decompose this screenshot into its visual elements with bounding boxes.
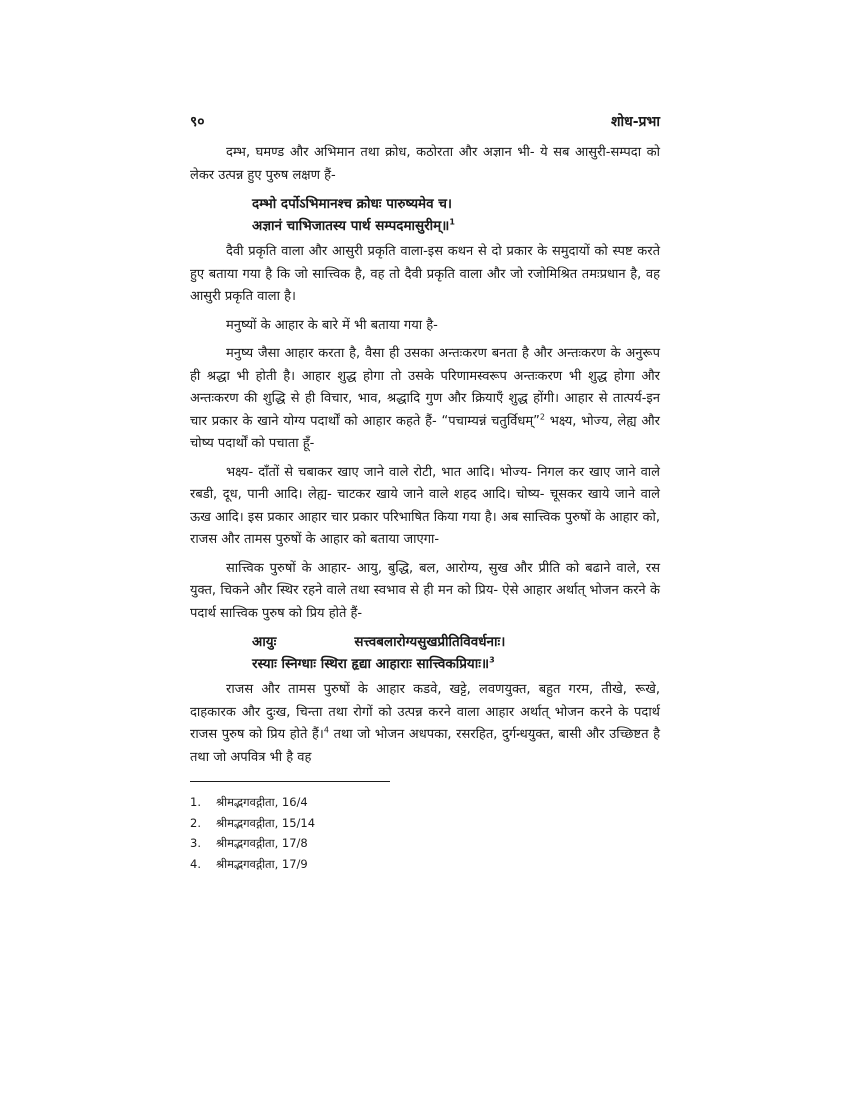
verse-block <box>190 631 660 675</box>
footnote: 2. श्रीमद्भगवद्गीता, 15/14 <box>190 815 316 830</box>
footnote-ref: 2 <box>539 412 546 422</box>
paragraph: सात्त्विक पुरुषों के आहार- आयु, बुद्धि, बल, आरोग्य, सुख और प्रीति को बढाने वाले, रस युक्त, चिकने और स्थिर रहने वाले तथा स्वभाव से ही मन को प्रिय- ऐसे आहार अर्थात् भोजन करने के पदार्थ सात्त्विक पुरुष को प्रिय होते हैं- <box>190 560 660 621</box>
document-page <box>190 112 660 874</box>
footnote: 1. श्रीमद्भगवद्गीता, 16/4 <box>190 795 308 809</box>
verse-line: आयुः सत्त्वबलारोग्यसुखप्रीतिविवर्धनाः। <box>252 634 506 650</box>
footnote-ref: 3 <box>489 655 495 665</box>
paragraph: भक्ष्य- दाँतों से चबाकर खाए जाने वाले रोटी, भात आदि। भोज्य- निगल कर खाए जाने वाले रबडी, दूध, पानी आदि। लेह्य- चाटकर खाये जाने वाले शहद आदि। चोष्य- चूसकर खाये जाने वाले ऊख आदि। इस प्रकार आहार चार प्रकार परिभाषित किया गया है। अब सात्त्विक पुरुषों के आहार को, राजस और तामस पुरुषों के आहार को बताया जाएगा- <box>190 464 660 547</box>
footnote-ref: 4 <box>323 725 329 735</box>
running-head: शोध-प्रभा <box>610 114 660 130</box>
page-number: ९० <box>190 114 205 130</box>
footnote: 4. श्रीमद्भगवद्गीता, 17/9 <box>190 856 308 871</box>
page-header <box>190 112 660 142</box>
verse-block <box>190 193 660 237</box>
paragraph: राजस और तामस पुरुषों के आहार कडवे, खट्टे, लवणयुक्त, बहुत गरम, तीखे, रूखे, दाहकारक और दुःख, चिन्ता तथा रोगों को उत्पन्न करने वाला आहार अर्थात् भोजन करने के पदार्थ राजस पुरुष को प्रिय होते हैं।$^4$ तथा जो भोजन अधपका, रसरहित, दुर्गन्धयुक्त, बासी और उच्छिष्टत है तथा जो अपवित्र भी है वह <box>190 682 661 765</box>
paragraph: दैवी प्रकृति वाला और आसुरी प्रकृति वाला-इस कथन से दो प्रकार के समुदायों को स्पष्ट करते हुए बताया गया है कि जो सात्त्विक है, वह तो दैवी प्रकृति वाला और जो रजोमिश्रित तमःप्रधान है, वह आसुरी प्रकृति वाला है। <box>190 244 660 304</box>
paragraph: मनुष्यों के आहार के बारे में भी बताया गया है- <box>226 317 438 333</box>
footnotes <box>190 792 660 874</box>
verse-line: दम्भो दर्पोऽभिमानश्च क्रोधः पारुष्यमेव च। <box>252 196 453 212</box>
paragraph: मनुष्य जैसा आहार करता है, वैसा ही उसका अन्तःकरण बनता है और अन्तःकरण के अनुरूप ही श्रद्धा भी होती है। आहार शुद्ध होगा तो उसके परिणामस्वरूप अन्तःकरण भी शुद्ध होगा और अन्तःकरण की शुद्धि से ही विचार, भाव, श्रद्धादि गुण और क्रियाएँ शुद्ध होंगी। आहार से तात्पर्य-इन चार प्रकार के खाने योग्य पदार्थों को आहार कहते हैं- “पचाम्यन्नं चतुर्विधम्”$^2$ भक्ष्य, भोज्य, लेह्य और चोष्य पदार्थों को पचाता हूँ- <box>190 346 660 451</box>
paragraph: दम्भ, घमण्ड और अभिमान तथा क्रोध, कठोरता और अज्ञान भी- ये सब आसुरी-सम्पदा को लेकर उत्पन्न हुए पुरुष लक्षण हैं- <box>190 145 660 183</box>
footnote-divider <box>190 781 390 782</box>
footnote-ref: 1 <box>449 217 455 227</box>
verse-line: अज्ञानं चाभिजातस्य पार्थ सम्पदमासुरीम्॥$^1$ <box>252 217 455 234</box>
footnote: 3. श्रीमद्भगवद्गीता, 17/8 <box>190 836 308 850</box>
verse-line: रस्याः स्निग्धाः स्थिरा हृद्या आहाराः सात्त्विकप्रियाः॥$^3$ <box>252 655 495 672</box>
